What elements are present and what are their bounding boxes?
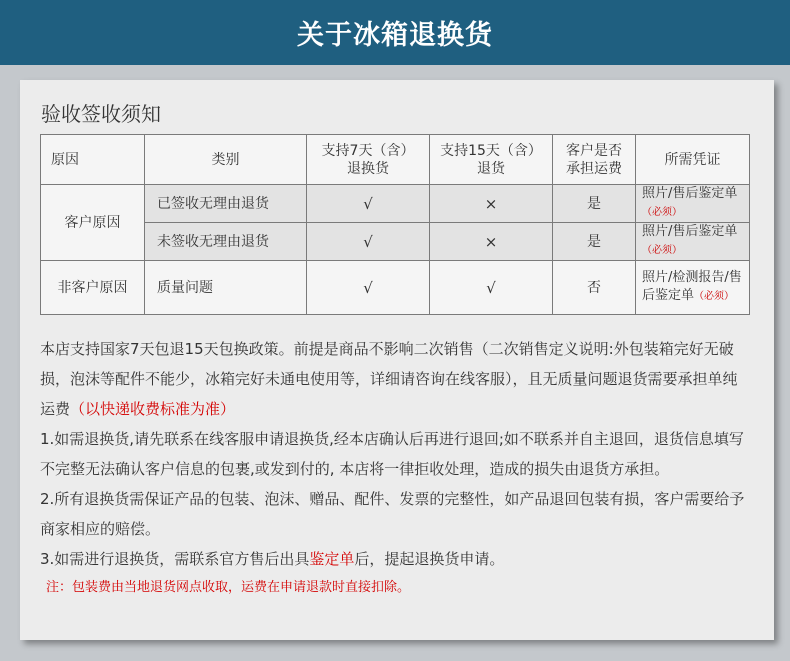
documents-cell: 照片/售后鉴定单 （必须） — [636, 223, 750, 261]
seven-day-cell: √ — [307, 185, 430, 223]
rule-2: 2.所有退换货需保证产品的包装、泡沫、赠品、配件、发票的完整性，如产品退回包装有损，客户需要给予商家相应的赔偿。 — [40, 490, 745, 538]
return-policy-table — [40, 134, 750, 315]
shipping-fee-cell: 是 — [553, 223, 636, 261]
section-title: 验收签收须知 — [41, 102, 161, 126]
documents-cell: 照片/售后鉴定单 （必须） — [636, 185, 750, 223]
header-type: 类别 — [145, 135, 307, 185]
appraisal-form-highlight: 鉴定单 — [309, 550, 355, 568]
table-header-row — [41, 135, 750, 185]
type-cell: 已签收无理由退货 — [145, 185, 307, 223]
reason-cell: 客户原因 — [41, 185, 145, 261]
required-note: （必须） — [642, 245, 682, 256]
policy-text — [40, 334, 752, 602]
table-row — [41, 261, 750, 315]
seven-day-cell: √ — [307, 223, 430, 261]
fifteen-day-cell: √ — [430, 261, 553, 315]
header-reason: 原因 — [41, 135, 145, 185]
shipping-fee-cell: 否 — [553, 261, 636, 315]
table-row — [41, 185, 750, 223]
fifteen-day-cell: × — [430, 185, 553, 223]
reason-cell: 非客户原因 — [41, 261, 145, 315]
rule-3: 3.如需进行退换货，需联系官方售后出具鉴定单后，提起退换货申请。 — [40, 550, 505, 568]
header-banner — [0, 0, 790, 65]
table-row — [41, 223, 750, 261]
header-seven-day: 支持7天（含） 退换货 — [307, 135, 430, 185]
packaging-fee-note: 注：包装费由当地退货网点收取，运费在申请退款时直接扣除。 — [46, 580, 411, 595]
header-documents: 所需凭证 — [636, 135, 750, 185]
shipping-standard-note: （以快递收费标准为准） — [70, 400, 236, 418]
shipping-fee-cell: 是 — [553, 185, 636, 223]
type-cell: 未签收无理由退货 — [145, 223, 307, 261]
documents-cell: 照片/检测报告/售 后鉴定单（必须） — [636, 261, 750, 315]
required-note: （必须） — [642, 207, 682, 218]
required-note: （必须） — [694, 291, 735, 302]
rule-1: 1.如需退换货,请先联系在线客服申请退换货,经本店确认后再进行退回;如不联系并自主退回，退货信息填写不完整无法确认客户信息的包裹,或发到付的, 本店将一律拒收处理，造成的损失由退货方承担。 — [40, 430, 744, 478]
header-fifteen-day: 支持15天（含） 退货 — [430, 135, 553, 185]
type-cell: 质量问题 — [145, 261, 307, 315]
intro-paragraph: 本店支持国家7天包退15天包换政策。前提是商品不影响二次销售（二次销售定义说明:外包装箱完好无破损，泡沫等配件不能少，冰箱完好未通电使用等，详细请咨询在线客服），且无质量问题退货需要承担单纯运费（以快递收费标准为准） — [40, 340, 738, 418]
page-title: 关于冰箱退换货 — [297, 20, 493, 51]
seven-day-cell: √ — [307, 261, 430, 315]
header-shipping-fee: 客户是否 承担运费 — [553, 135, 636, 185]
content-card — [20, 80, 774, 640]
fifteen-day-cell: × — [430, 223, 553, 261]
